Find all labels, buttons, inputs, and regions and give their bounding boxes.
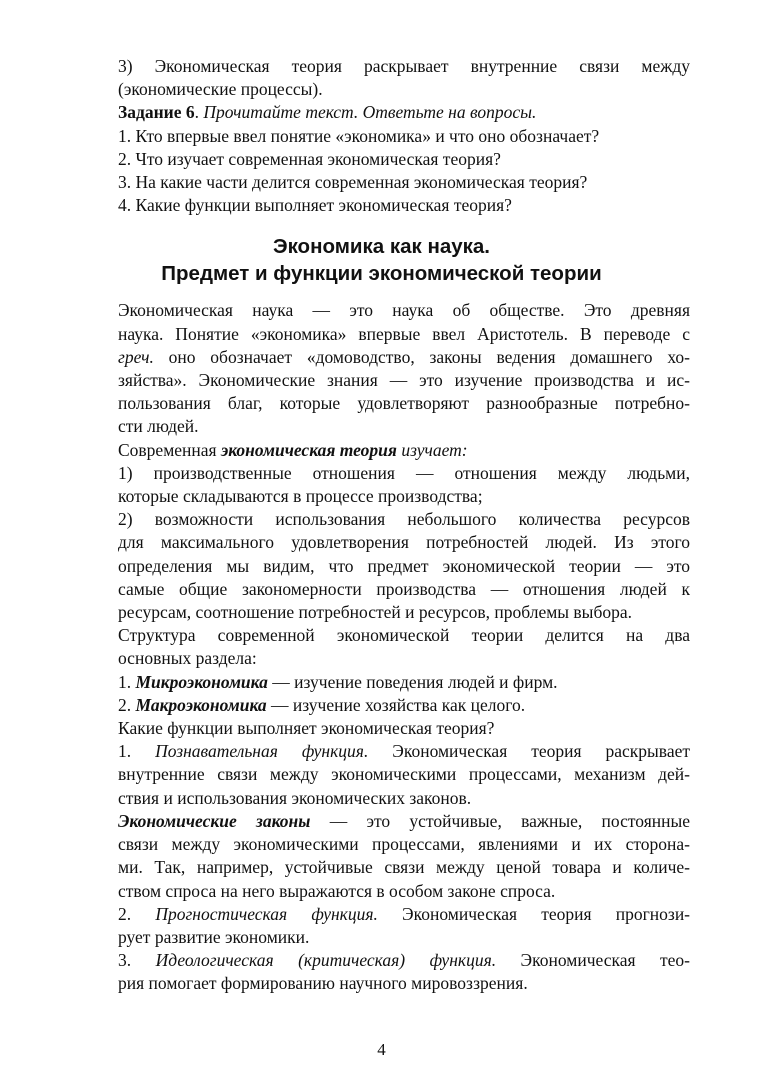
paragraph-function-2	[73, 903, 690, 949]
text-line: основных раздела:	[118, 648, 257, 669]
text-line: ресурсам, соотношение потребностей и ресурсов, проблемы выбора.	[118, 602, 632, 623]
text-line: наука. Понятие «экономика» впервые ввел Аристотель. В переводе с	[118, 323, 690, 344]
function-name: Познавательная функция.	[155, 741, 369, 762]
question-2: 2. Что изучает современная экономическая теория?	[118, 148, 501, 169]
task-title: Задание 6. Прочитайте текст. Ответьте на вопросы.	[118, 102, 537, 123]
intro-item-3	[73, 55, 690, 101]
list-item-microeconomics: 1. Микроэкономика — изучение поведения людей и фирм.	[118, 671, 558, 692]
function-name: Прогностическая функция.	[155, 903, 378, 924]
text-line: которые складываются в процессе производства;	[118, 486, 483, 507]
text-line: ми. Так, например, устойчивые связи между ценой товара и количе-	[118, 857, 690, 878]
text-line: Структура современной экономической теории делится на два	[118, 625, 690, 646]
heading-line-1: Экономика как наука.	[272, 235, 490, 259]
page-number: 4	[377, 1040, 386, 1059]
text-line: греч. оно обозначает «домоводство, законы ведения домашнего хо-	[118, 346, 690, 367]
text-line: 3. Идеологическая (критическая) функция. Экономическая тео-	[118, 950, 690, 971]
paragraph-economic-science	[73, 299, 690, 438]
text-line: самые общие закономерности производства — отношения людей к	[118, 578, 690, 599]
text-line: 1) производственные отношения — отношения между людьми,	[118, 462, 690, 483]
text-line: 1. Познавательная функция. Экономическая теория раскрывает	[118, 741, 691, 762]
text-line: определения мы видим, что предмет экономической теории — это	[118, 555, 690, 576]
term-macroeconomics: Макроэкономика	[135, 694, 267, 715]
paragraph-modern-theory: Современная экономическая теория изучает:	[118, 439, 468, 460]
list-item-macroeconomics: 2. Макроэкономика — изучение хозяйства как целого.	[118, 694, 526, 715]
task-instruction: Прочитайте текст. Ответьте на вопросы.	[203, 102, 537, 123]
task-label: Задание 6	[118, 102, 195, 123]
text-line: рует развитие экономики.	[118, 926, 310, 947]
paragraph-function-3	[73, 949, 690, 995]
text-line: зяйства». Экономические знания — это изучение производства и ис-	[118, 370, 690, 391]
paragraph-item-1	[73, 462, 690, 508]
text-line: для максимального удовлетворения потребностей людей. Из этого	[118, 532, 690, 553]
text-line: 3) Экономическая теория раскрывает внутренние связи между	[118, 56, 690, 76]
text-line: сти людей.	[118, 416, 199, 437]
text-line: ством спроса на него выражаются в особом законе спроса.	[118, 880, 556, 901]
function-name: Идеологическая (критическая) функция.	[155, 950, 497, 971]
text-line: 2) возможности использования небольшого количества ресурсов	[118, 509, 690, 530]
question-3: 3. На какие части делится современная экономическая теория?	[118, 172, 588, 193]
text-line: (экономические процессы).	[118, 79, 323, 100]
text-line: связи между экономическими процессами, явлениями и их сторона-	[118, 834, 690, 855]
text-line: Экономическая наука — это наука об обществе. Это древняя	[118, 300, 690, 321]
text-line: внутренние связи между экономическими процессами, механизм дей-	[118, 764, 690, 785]
paragraph-structure	[73, 624, 690, 670]
text-line: рия помогает формированию научного мировоззрения.	[118, 973, 528, 994]
text-line: Экономические законы — это устойчивые, важные, постоянные	[118, 810, 690, 831]
paragraph-item-2	[73, 508, 690, 624]
heading-line-2: Предмет и функции экономической теории	[161, 262, 602, 286]
text-line: пользования благ, которые удовлетворяют разнообразные потребно-	[118, 393, 690, 414]
term-economic-laws: Экономические законы	[118, 810, 311, 831]
page-content	[73, 55, 690, 996]
paragraph-function-1	[73, 740, 690, 810]
paragraph-functions-question: Какие функции выполняет экономическая теория?	[118, 718, 495, 739]
term-microeconomics: Микроэкономика	[135, 671, 268, 692]
section-heading	[73, 233, 690, 287]
paragraph-economic-laws	[73, 810, 690, 903]
term-economic-theory: экономическая теория	[220, 439, 397, 460]
text-line: 2. Прогностическая функция. Экономическая теория прогнози-	[118, 903, 691, 924]
question-4: 4. Какие функции выполняет экономическая теория?	[118, 195, 512, 216]
text-line: ствия и использования экономических законов.	[118, 787, 472, 808]
question-1: 1. Кто впервые ввел понятие «экономика» и что оно обозначает?	[118, 125, 600, 146]
